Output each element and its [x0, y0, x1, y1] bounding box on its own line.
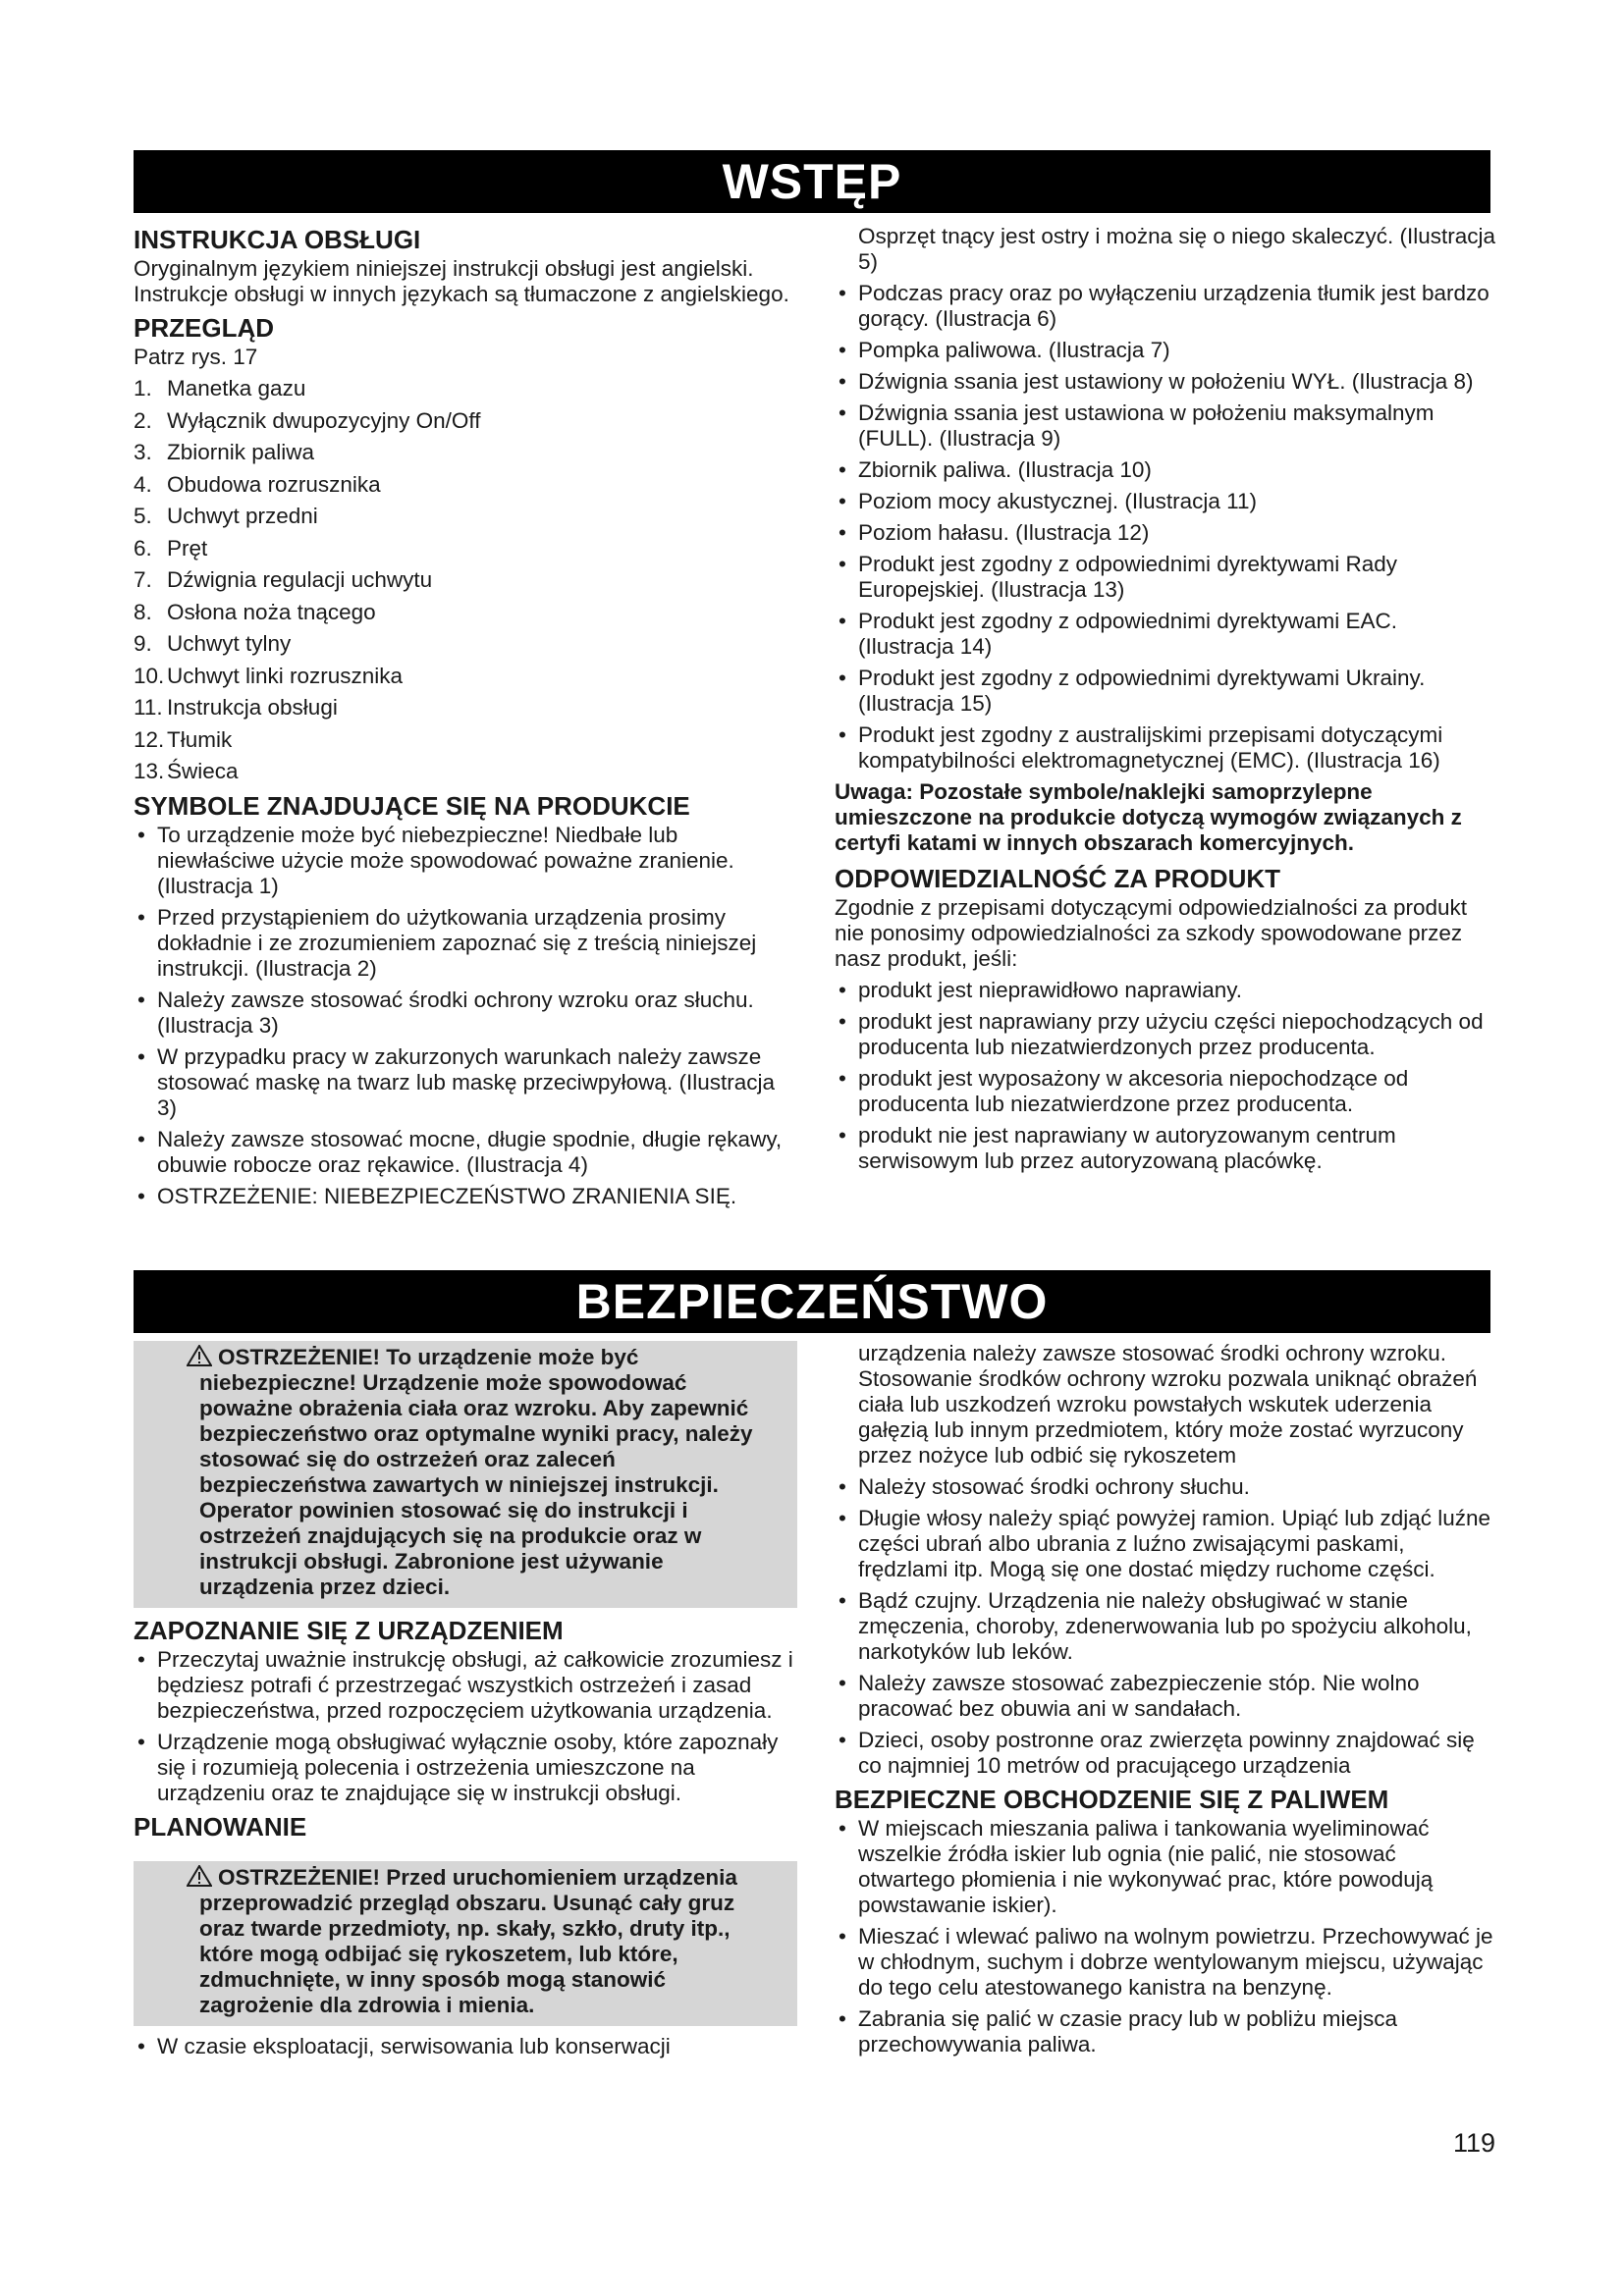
- section-banner-safety: BEZPIECZEŃSTWO: [134, 1270, 1490, 1333]
- list-item: • Poziom mocy akustycznej. (Ilustracja 11): [835, 489, 1498, 514]
- list-item: 9. Uchwyt tylny: [134, 631, 292, 656]
- list-item: • OSTRZEŻENIE: NIEBEZPIECZEŃSTWO ZRANIENIA SIĘ.: [134, 1184, 797, 1209]
- list-item: • Zbiornik paliwa. (Ilustracja 10): [835, 457, 1498, 483]
- list-item: 7. Dźwignia regulacji uchwytu: [134, 567, 433, 592]
- intro-column-left: [134, 220, 797, 1215]
- overview-heading: PRZEGLĄD: [134, 313, 274, 343]
- list-item: • Dzieci, osoby postronne oraz zwierzęta powinny znajdować się co najmniej 10 metrów od pracującego urządzenia: [835, 1728, 1498, 1779]
- symbols-list-left: [134, 823, 797, 1209]
- list-item: • Zabrania się palić w czasie pracy lub w pobliżu miejsca przechowywania paliwa.: [835, 2006, 1498, 2057]
- list-item: • Należy zawsze stosować zabezpieczenie stóp. Nie wolno pracować bez obuwia ani w sandałach.: [835, 1671, 1498, 1722]
- list-item: • Urządzenie mogą obsługiwać wyłącznie osoby, które zapoznały się i rozumieją polecenia i ostrzeżenia umieszczone na urządzeniu oraz te znajdujące się w instrukcji obsługi.: [134, 1730, 797, 1806]
- list-item: • Podczas pracy oraz po wyłączeniu urządzenia tłumik jest bardzo gorący. (Ilustracja 6): [835, 281, 1498, 332]
- liability-heading: ODPOWIEDZIALNOŚĆ ZA PRODUKT: [835, 864, 1281, 893]
- list-item: • produkt jest nieprawidłowo naprawiany.: [835, 978, 1498, 1003]
- list-item: • Długie włosy należy spiąć powyżej ramion. Upiąć lub zdjąć luźne części ubrań albo ubrania z luźno zwisającymi paskami, frędzlami itp. Mogą się one dostać między ruchome części.: [835, 1506, 1498, 1582]
- list-item: • W czasie eksploatacji, serwisowania lub konserwacji: [134, 2034, 797, 2059]
- list-item: 6. Pręt: [134, 535, 208, 561]
- list-item: • W miejscach mieszania paliwa i tankowania wyeliminować wszelkie źródła iskier lub ognia (nie palić, nie stosować otwartego płomienia i nie wykonywać prac, które powodują powstawanie iskier).: [835, 1816, 1498, 1918]
- fuel-list: [835, 1816, 1498, 2057]
- list-item: • Produkt jest zgodny z odpowiednimi dyrektywami Rady Europejskiej. (Ilustracja 13): [835, 552, 1498, 603]
- list-item: • Należy zawsze stosować mocne, długie spodnie, długie rękawy, obuwie robocze oraz rękawice. (Ilustracja 4): [134, 1127, 797, 1178]
- list-item: • produkt jest wyposażony w akcesoria niepochodzące od producenta lub niezatwierdzone przez producenta.: [835, 1066, 1498, 1117]
- liability-text: Zgodnie z przepisami dotyczącymi odpowiedzialności za produkt nie ponosimy odpowiedzialności za szkody spowodowane przez nasz produkt, jeśli:: [835, 895, 1468, 971]
- warning-lead: OSTRZEŻENIE! Przed uruchomieniem urządzenia: [218, 1865, 737, 1890]
- list-item: 10. Uchwyt linki rozrusznika: [134, 663, 404, 688]
- warning-triangle-icon: [187, 1865, 212, 1887]
- list-item: 5. Uchwyt przedni: [134, 504, 318, 528]
- list-item: • produkt nie jest naprawiany w autoryzowanym centrum serwisowym lub przez autoryzowaną placówkę.: [835, 1123, 1498, 1174]
- list-item: 2. Wyłącznik dwupozycyjny On/Off: [134, 407, 481, 433]
- safety-column-right: [835, 1341, 1498, 2063]
- list-item: • Należy zawsze stosować środki ochrony wzroku oraz słuchu. (Ilustracja 3): [134, 988, 797, 1039]
- list-item: • Pompka paliwowa. (Ilustracja 7): [835, 338, 1498, 363]
- list-item: • Dźwignia ssania jest ustawiona w położeniu maksymalnym (FULL). (Ilustracja 9): [835, 400, 1498, 452]
- list-item: • Dźwignia ssania jest ustawiony w położeniu WYŁ. (Ilustracja 8): [835, 369, 1498, 395]
- familiarization-list: [134, 1647, 797, 1806]
- list-item: • Przed przystąpieniem do użytkowania urządzenia prosimy dokładnie i ze zrozumieniem zapoznać się z treścią niniejszej instrukcji. (Ilustracja 2): [134, 905, 797, 982]
- page-number: 119: [1453, 2128, 1496, 2158]
- list-item: 1. Manetka gazu: [134, 376, 306, 400]
- list-item: • produkt jest naprawiany przy użyciu części niepochodzących od producenta lub niezatwierdzonych przez producenta.: [835, 1009, 1498, 1060]
- protection-list: [835, 1341, 1498, 1779]
- planning-heading: PLANOWANIE: [134, 1812, 307, 1842]
- list-item: • Mieszać i wlewać paliwo na wolnym powietrzu. Przechowywać je w chłodnym, suchym i dobrze wentylowanym miejscu, używając do tego celu atestowanego kanistra na benzynę.: [835, 1924, 1498, 2001]
- list-item: • Produkt jest zgodny z odpowiednimi dyrektywami Ukrainy. (Ilustracja 15): [835, 666, 1498, 717]
- list-item: • W przypadku pracy w zakurzonych warunkach należy zawsze stosować maskę na twarz lub maskę przeciwpyłową. (Ilustracja 3): [134, 1044, 797, 1121]
- liability-list: [835, 978, 1498, 1174]
- warning-triangle-icon: [187, 1345, 212, 1366]
- symbols-heading: SYMBOLE ZNAJDUJĄCE SIĘ NA PRODUKCIE: [134, 790, 690, 821]
- warning-box-general: [134, 1341, 797, 1608]
- list-item: 11. Instrukcja obsługi: [134, 695, 338, 720]
- warning-lead: OSTRZEŻENIE! To urządzenie może być: [218, 1345, 639, 1369]
- familiarization-heading: ZAPOZNANIE SIĘ Z URZĄDZENIEM: [134, 1616, 564, 1645]
- warning-text: przeprowadzić przegląd obszaru. Usunąć cały gruz oraz twarde przedmioty, np. skały, szkło, druty itp., które mogą odbijać się rykoszetem, lub które, zdmuchnięte, w inny sposób mogą stanowić zagrożenie dla zdrowia i mienia.: [199, 1891, 735, 2017]
- list-item: urządzenia należy zawsze stosować środki ochrony wzroku. Stosowanie środków ochrony wzroku pozwala uniknąć obrażeń ciała lub uszkodzeń wzroku powstałych wskutek uderzenia gałęzią lub innym przedmiotem, który może zostać wyrzucony przez nożyce lub odbić się rykoszetem: [858, 1341, 1478, 1468]
- symbols-list-right: [835, 224, 1498, 774]
- overview-parts-list: [134, 376, 797, 784]
- intro-column-right: [835, 224, 1498, 1180]
- list-item: 13. Świeca: [134, 759, 239, 783]
- planning-list: [134, 2034, 797, 2059]
- instructions-heading: INSTRUKCJA OBSŁUGI: [134, 225, 421, 254]
- list-item: 4. Obudowa rozrusznika: [134, 471, 381, 497]
- list-item: • Produkt jest zgodny z odpowiednimi dyrektywami EAC. (Ilustracja 14): [835, 609, 1498, 660]
- list-item: 12. Tłumik: [134, 726, 233, 752]
- warning-text: niebezpieczne! Urządzenie może spowodować poważne obrażenia ciała oraz wzroku. Aby zapewnić bezpieczeństwo oraz optymalne wyniki pracy, należy stosować się do ostrzeżeń oraz zaleceń bezpieczeństwa zawartych w niniejszej instrukcji. Operator powinien stosować się do instrukcji i ostrzeżeń znajdujących się na produkcie oraz w instrukcji obsługi. Zabronione jest używanie urządzenia przez dzieci.: [199, 1370, 753, 1599]
- symbols-note: Uwaga: Pozostałe symbole/naklejki samoprzylepne umieszczone na produkcie dotyczą wymogów związanych z certyfi katami w innych obszarach komercyjnych.: [835, 779, 1462, 855]
- warning-box-planning: [134, 1861, 797, 2026]
- safety-column-left: [134, 1341, 797, 2065]
- fuel-heading: BEZPIECZNE OBCHODZENIE SIĘ Z PALIWEM: [835, 1785, 1389, 1814]
- list-item: • Przeczytaj uważnie instrukcję obsługi, aż całkowicie zrozumiesz i będziesz potrafi ć przestrzegać wszystkich ostrzeżeń i zasad bezpieczeństwa, przed rozpoczęciem użytkowania urządzenia.: [134, 1647, 797, 1724]
- list-item: 3. Zbiornik paliwa: [134, 440, 315, 464]
- list-item: • Należy stosować środki ochrony słuchu.: [835, 1474, 1498, 1500]
- section-banner-intro: WSTĘP: [134, 150, 1490, 213]
- list-item: • Produkt jest zgodny z australijskimi przepisami dotyczącymi kompatybilności elektromagnetycznej (EMC). (Ilustracja 16): [835, 722, 1498, 774]
- list-item: Osprzęt tnący jest ostry i można się o niego skaleczyć. (Ilustracja 5): [858, 224, 1495, 274]
- overview-ref: Patrz rys. 17: [134, 345, 258, 369]
- instructions-text: Oryginalnym językiem niniejszej instrukcji obsługi jest angielski. Instrukcje obsługi w innych językach są tłumaczone z angielskiego.: [134, 256, 789, 306]
- list-item: • Poziom hałasu. (Ilustracja 12): [835, 520, 1498, 546]
- list-item: • To urządzenie może być niebezpieczne! Niedbałe lub niewłaściwe użycie może spowodować poważne zranienie. (Ilustracja 1): [134, 823, 797, 899]
- list-item: 8. Osłona noża tnącego: [134, 599, 376, 624]
- list-item: • Bądź czujny. Urządzenia nie należy obsługiwać w stanie zmęczenia, choroby, zdenerwowania lub po spożyciu alkoholu, narkotyków lub leków.: [835, 1588, 1498, 1665]
